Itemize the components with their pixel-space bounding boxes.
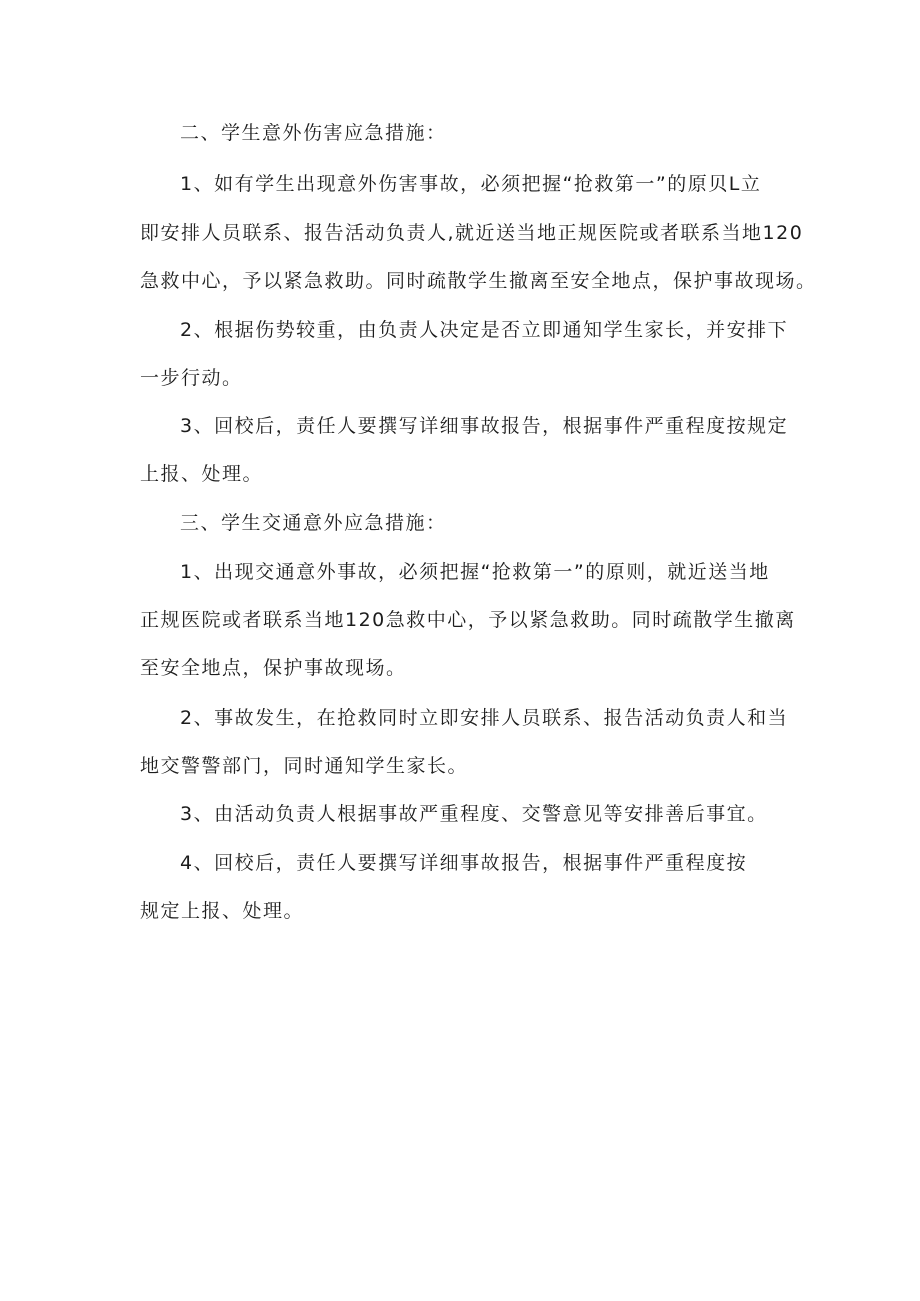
paragraph-line: 规定上报、处理。 bbox=[140, 900, 305, 922]
paragraph-line: 正规医院或者联系当地120急救中心，予以紧急救助。同时疏散学生撤离 bbox=[140, 609, 796, 631]
paragraph-line: 3、回校后，责任人要撰写详细事故报告，根据事件严重程度按规定 bbox=[180, 415, 789, 437]
paragraph-line: 即安排人员联系、报告活动负责人,就近送当地正规医院或者联系当地120 bbox=[140, 222, 804, 244]
paragraph-line: 一步行动。 bbox=[140, 367, 243, 389]
section-heading-traffic-accident: 三、学生交通意外应急措施： bbox=[180, 512, 447, 534]
paragraph-line: 1、如有学生出现意外伤害事故，必须把握“抢救第一”的原贝L立 bbox=[180, 173, 762, 195]
paragraph-line: 上报、处理。 bbox=[140, 463, 264, 485]
paragraph-line: 4、回校后，责任人要撰写详细事故报告，根据事件严重程度按 bbox=[180, 852, 748, 874]
paragraph-line: 3、由活动负责人根据事故严重程度、交警意见等安排善后事宜。 bbox=[180, 803, 768, 825]
paragraph-line: 1、出现交通意外事故，必须把握“抢救第一”的原则，就近送当地 bbox=[180, 561, 770, 583]
paragraph-line: 急救中心，予以紧急救助。同时疏散学生撤离至安全地点，保护事故现场。 bbox=[140, 270, 817, 292]
paragraph-line: 2、事故发生，在抢救同时立即安排人员联系、报告活动负责人和当 bbox=[180, 707, 789, 729]
section-heading-student-injury: 二、学生意外伤害应急措施： bbox=[180, 122, 447, 144]
paragraph-line: 至安全地点，保护事故现场。 bbox=[140, 657, 407, 679]
paragraph-line: 2、根据伤势较重，由负责人决定是否立即通知学生家长，并安排下 bbox=[180, 319, 789, 341]
paragraph-line: 地交警警部门，同时通知学生家长。 bbox=[140, 755, 469, 777]
